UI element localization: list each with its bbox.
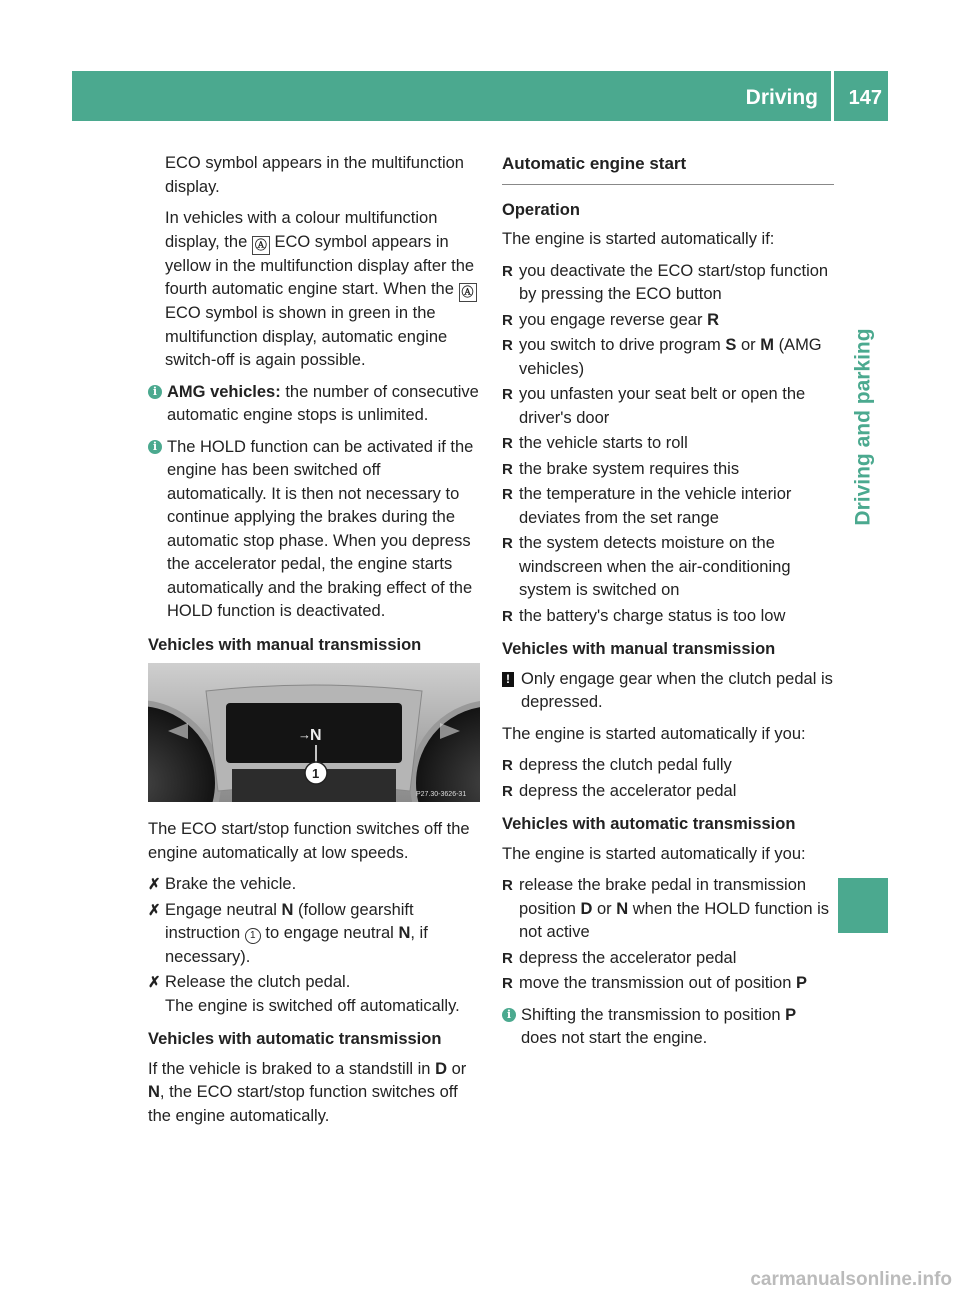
info-icon: i xyxy=(148,385,162,399)
automatic-transmission-heading: Vehicles with automatic transmission xyxy=(148,1030,442,1048)
left-column xyxy=(148,152,480,1136)
amg-text: the number of consecutive automatic engine stops is unlimited. xyxy=(167,382,479,424)
instruction-steps xyxy=(148,873,480,1018)
list-item: R you switch to drive program S or M (AMG vehicles) xyxy=(502,336,822,378)
manual-intro: The engine is started automatically if you: xyxy=(502,724,806,743)
automatic-start-list xyxy=(502,874,834,996)
list-item: R depress the clutch pedal fully xyxy=(502,756,732,774)
list-item: R the temperature in the vehicle interior deviates from the set range xyxy=(502,485,792,527)
chapter-label: Driving and parking xyxy=(851,328,875,526)
step-2: ✗ Engage neutral N (follow gearshift instruction 1 to engage neutral N, if necessary). xyxy=(148,900,428,966)
list-item: R the vehicle starts to roll xyxy=(502,434,688,452)
list-item: R you unfasten your seat belt or open the driver's door xyxy=(502,385,806,427)
chapter-side-tab xyxy=(838,232,888,622)
list-item: R you deactivate the ECO start/stop function by pressing the ECO button xyxy=(502,261,829,303)
cluster-illustration xyxy=(148,663,480,802)
list-item: R the brake system requires this xyxy=(502,459,740,478)
automatic-intro: The engine is started automatically if you: xyxy=(502,844,806,863)
step-1: ✗ Brake the vehicle. xyxy=(148,875,297,893)
operation-intro: The engine is started automatically if: xyxy=(502,230,775,248)
manual-transmission-heading: Vehicles with manual transmission xyxy=(502,640,776,658)
info-icon: i xyxy=(502,1008,516,1022)
list-item: R the system detects moisture on the windscreen when the air-conditioning system is switched on xyxy=(502,534,791,599)
intro-paragraph-1: ECO symbol appears in the multifunction display. xyxy=(165,154,464,196)
figure-callout: 1 xyxy=(312,766,320,781)
intro-paragraph-2: In vehicles with a colour multifunction display, the Ⓐ ECO symbol appears in yellow in the multifunction display after the fourth automatic engine start. When the Ⓐ ECO symbol is shown in green in the multifunction display, automatic engine switch-off is again possible. xyxy=(148,207,480,373)
hold-text: The HOLD function can be activated if the engine has been switched off automatically. It is then not necessary to continue applying the brakes during the automatic stop phase. When you depress the accelerator pedal, the engine starts automatically and the braking effect of the HOLD function is deactivated. xyxy=(167,437,474,620)
operation-heading: Operation xyxy=(502,200,580,219)
header-section-title: Driving xyxy=(745,86,818,109)
warning-icon: ! xyxy=(502,672,514,687)
manual-transmission-heading: Vehicles with manual transmission xyxy=(148,635,422,654)
instrument-cluster-figure xyxy=(148,663,480,802)
list-item: R move the transmission out of position P xyxy=(502,974,807,992)
page-number: 147 xyxy=(848,87,882,109)
chapter-thumb-marker xyxy=(838,878,888,933)
automatic-transmission-text: If the vehicle is braked to a standstill in D or N, the ECO start/stop function switches off the engine automatically. xyxy=(148,1059,467,1125)
eco-symbol-icon: Ⓐ xyxy=(459,283,477,302)
info-icon: i xyxy=(148,440,162,454)
list-item: R release the brake pedal in transmission position D or N when the HOLD function is not active xyxy=(502,876,830,941)
list-item: R you engage reverse gear R xyxy=(502,310,719,329)
start-conditions-list xyxy=(502,260,834,629)
info-note-hold xyxy=(148,436,480,624)
step-3-result: The engine is switched off automatically. xyxy=(165,996,460,1015)
figure-code: P27.30-3626-31 xyxy=(416,791,467,798)
svg-text:→: → xyxy=(298,727,311,742)
step-3: ✗ Release the clutch pedal. The engine is switched off automatically. xyxy=(148,973,460,1015)
list-item: R the battery's charge status is too low xyxy=(502,606,786,625)
header-divider xyxy=(831,71,834,121)
right-column xyxy=(502,152,834,1059)
amg-label: AMG vehicles: xyxy=(167,382,281,401)
warning-note: ! Only engage gear when the clutch pedal is depressed. xyxy=(502,668,834,715)
section-title: Automatic engine start xyxy=(502,152,834,185)
callout-1-icon: 1 xyxy=(245,928,261,944)
page-header xyxy=(72,71,888,121)
info-note-shifting: i Shifting the transmission to position P does not start the engine. xyxy=(502,1004,834,1051)
display-gear-text: N xyxy=(310,727,322,744)
list-item: R depress the accelerator pedal xyxy=(502,948,737,967)
eco-symbol-icon: Ⓐ xyxy=(252,236,270,255)
list-item: R depress the accelerator pedal xyxy=(502,781,737,800)
info-note-amg xyxy=(148,381,480,428)
watermark: carmanualsonline.info xyxy=(750,1269,952,1290)
after-figure-text: The ECO start/stop function switches off the engine automatically at low speeds. xyxy=(148,820,470,862)
automatic-transmission-heading: Vehicles with automatic transmission xyxy=(502,815,796,833)
manual-start-list xyxy=(502,754,834,803)
